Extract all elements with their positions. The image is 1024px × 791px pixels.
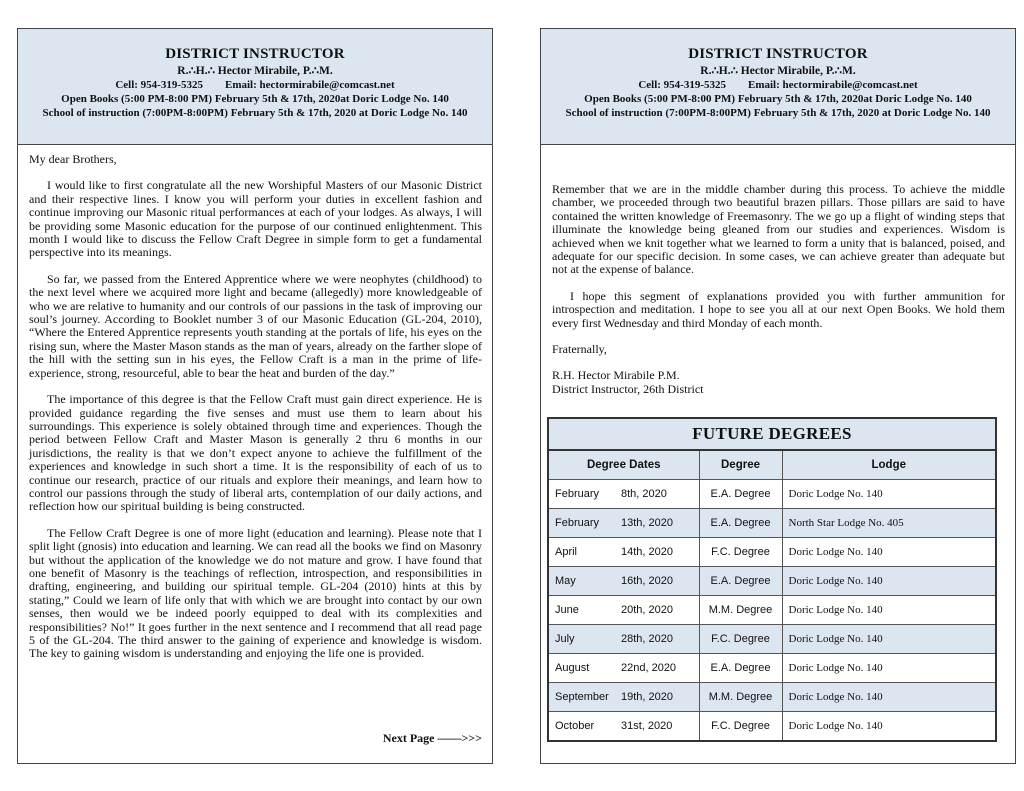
header-open-books: Open Books (5:00 PM-8:00 PM) February 5th & 17th, 2020at Doric Lodge No. 140 <box>584 93 972 106</box>
date-cell <box>548 509 699 538</box>
header-name: R.∴H.∴ Hector Mirabile, P.∴M. <box>177 64 333 77</box>
lodge-cell: Doric Lodge No. 140 <box>782 625 996 654</box>
date-cell <box>548 567 699 596</box>
month: February <box>555 517 600 529</box>
left-page <box>17 28 493 764</box>
day: 22nd, 2020 <box>621 662 677 674</box>
right-page <box>540 28 1016 764</box>
header-contact <box>18 79 492 92</box>
header-open-books: Open Books (5:00 PM-8:00 PM) February 5th & 17th, 2020at Doric Lodge No. 140 <box>61 93 449 106</box>
header-title: DISTRICT INSTRUCTOR <box>688 46 868 62</box>
month: October <box>555 719 595 732</box>
column-header-lodge: Lodge <box>782 450 996 480</box>
header-contact <box>541 79 1015 92</box>
column-header-dates: Degree Dates <box>548 450 699 480</box>
month: August <box>555 662 590 674</box>
table-title: FUTURE DEGREES <box>548 418 996 450</box>
degree-cell: E.A. Degree <box>699 654 782 683</box>
table-row <box>548 538 996 567</box>
paragraph: So far, we passed from the Entered Apprentice where we were neophytes (childhood) to the next level where we acquired more light and became (allegedly) more knowledgeable of who we are relative to humanity and our controls of our passions in the task of improving our soul’s journey. According to Booklet number 3 of our Masonic Education (GL-204, 2010), “Where the Entered Apprentice represents youth standing at the portals of life, his eyes on the rising sun, where the Master Mason stands as the man of years, already on the farther slope of the hill with the setting sun in his eyes, the Fellow Craft is a man in the prime of life-experience, strong, resourceful, able to bear the heat and burden of the day.” <box>29 271 482 380</box>
lodge-cell: North Star Lodge No. 405 <box>782 509 996 538</box>
day: 28th, 2020 <box>621 633 673 645</box>
date-cell <box>548 712 699 741</box>
right-header <box>541 29 1015 145</box>
day: 20th, 2020 <box>621 604 673 616</box>
day: 16th, 2020 <box>621 575 673 587</box>
left-body <box>29 153 482 674</box>
header-title: DISTRICT INSTRUCTOR <box>165 46 345 62</box>
column-header-degree: Degree <box>699 450 782 480</box>
salutation: My dear Brothers, <box>29 152 117 166</box>
paragraph: I hope this segment of explanations provided you with further ammunition for introspection and meditation. I hope to see you all at our next Open Books. We hold them every first Wednesday and third Monday of each month. <box>552 288 1005 330</box>
header-school: School of instruction (7:00PM-8:00PM) February 5th & 17th, 2020 at Doric Lodge No. 140 <box>42 107 468 120</box>
degree-cell: F.C. Degree <box>699 625 782 654</box>
lodge-cell: Doric Lodge No. 140 <box>782 567 996 596</box>
paragraph: Remember that we are in the middle chamber during this process. To achieve the middle chamber, we proceeded through two beautiful brazen pillars. Those pillars are said to have contained the written knowledge of Freemasonry. The we go up a flight of winding steps that illuminate the knowledge being gleaned from our studies and experiences. Wisdom is achieved when we knit together what we learned to form a unity that is balanced, poised, and adequate for our specific decision. In some cases, we can achieve greater than adequate but not at the expense of balance. <box>552 182 1005 277</box>
paragraph: I would like to first congratulate all the new Worshipful Masters of our Masonic District and their respective lines. I know you will perform your duties in excellent fashion and continue improving our Masonic ritual performances at each of your lodges. As always, I will be providing some Masonic education for the purpose of our continued enlightenment. This month I would like to discuss the Fellow Craft Degree in simple form to get a fundamental perspective into its meanings. <box>29 178 482 260</box>
header-name: R.∴H.∴ Hector Mirabile, P.∴M. <box>700 64 856 77</box>
paragraph: The Fellow Craft Degree is one of more light (education and learning). Please note that I split light (gnosis) into education and learning. We can read all the books we find on Masonry but without the application of the knowledge we do not mature and grow. I have found that one benefit of Masonry is the teachings of reflection, introspection, and responsibilities in drafting, engineering, and building our spiritual temple. GL-204 (2010) hints at this by stating,” Could we learn of life only that with which we are brought into contact by our own senses, then would we be indeed poorly equipped to deal with its complexities and responsibilities? No!” It goes further in the next sentence and I recommend that all read page 5 of the GL-204. The third answer to the gaining of experience and knowledge is wisdom. The key to gaining wisdom is understanding and enjoying the life one is provided. <box>29 525 482 661</box>
degree-cell: M.M. Degree <box>699 596 782 625</box>
table-row <box>548 625 996 654</box>
day: 14th, 2020 <box>621 546 673 558</box>
day: 8th, 2020 <box>621 488 667 500</box>
degree-cell: F.C. Degree <box>699 538 782 567</box>
table-row <box>548 509 996 538</box>
signature-name: R.H. Hector Mirabile P.M. <box>552 368 680 383</box>
table-row <box>548 654 996 683</box>
closing: Fraternally, <box>552 342 607 357</box>
header-cell: Cell: 954-319-5325 <box>115 79 203 92</box>
degree-cell: M.M. Degree <box>699 683 782 712</box>
table-row <box>548 480 996 509</box>
day: 19th, 2020 <box>621 691 673 703</box>
lodge-cell: Doric Lodge No. 140 <box>782 683 996 712</box>
header-cell: Cell: 954-319-5325 <box>638 79 726 92</box>
month: July <box>555 633 575 645</box>
date-cell <box>548 538 699 567</box>
lodge-cell: Doric Lodge No. 140 <box>782 654 996 683</box>
table-row <box>548 567 996 596</box>
lodge-cell: Doric Lodge No. 140 <box>782 538 996 567</box>
degree-cell: E.A. Degree <box>699 567 782 596</box>
date-cell <box>548 625 699 654</box>
date-cell <box>548 596 699 625</box>
degree-cell: E.A. Degree <box>699 509 782 538</box>
degree-cell: F.C. Degree <box>699 712 782 741</box>
date-cell <box>548 683 699 712</box>
header-school: School of instruction (7:00PM-8:00PM) February 5th & 17th, 2020 at Doric Lodge No. 140 <box>565 107 991 120</box>
day: 13th, 2020 <box>621 517 673 529</box>
date-cell <box>548 654 699 683</box>
table-row <box>548 712 996 741</box>
table-row <box>548 683 996 712</box>
signature-title: District Instructor, 26th District <box>552 381 704 396</box>
month: May <box>555 575 576 587</box>
month: April <box>555 546 578 558</box>
date-cell <box>548 480 699 509</box>
left-header <box>18 29 492 145</box>
lodge-cell: Doric Lodge No. 140 <box>782 480 996 509</box>
next-page-link[interactable]: Next Page ——>>> <box>382 731 482 745</box>
lodge-cell: Doric Lodge No. 140 <box>782 596 996 625</box>
day: 31st, 2020 <box>621 719 673 732</box>
month: February <box>555 488 600 500</box>
table-row <box>548 596 996 625</box>
right-body <box>552 183 1005 396</box>
header-email: Email: hectormirabile@comcast.net <box>225 79 395 92</box>
future-degrees-table <box>547 417 997 742</box>
lodge-cell: Doric Lodge No. 140 <box>782 712 996 741</box>
paragraph: The importance of this degree is that the Fellow Craft must gain direct experience. He is provided guidance regarding the five senses and must use them to learn about his surroundings. This experience is solely obtained through time and experiences. Though the period between Fellow Craft and Master Mason is generally 2 thru 6 months in our jurisdictions, the reality is that we don’t expect anyone to achieve the fulfillment of the experiences and knowledge in such short a time. It is the responsibility of each of us to continue our research, practice of our rituals and explore their meanings, and learn how to control our passions through the study of liberal arts, contemplation of our daily actions, and reflection how our spiritual building is being constructed. <box>29 392 482 514</box>
degree-cell: E.A. Degree <box>699 480 782 509</box>
month: June <box>555 604 579 616</box>
header-email: Email: hectormirabile@comcast.net <box>748 79 918 92</box>
month: September <box>555 691 609 703</box>
